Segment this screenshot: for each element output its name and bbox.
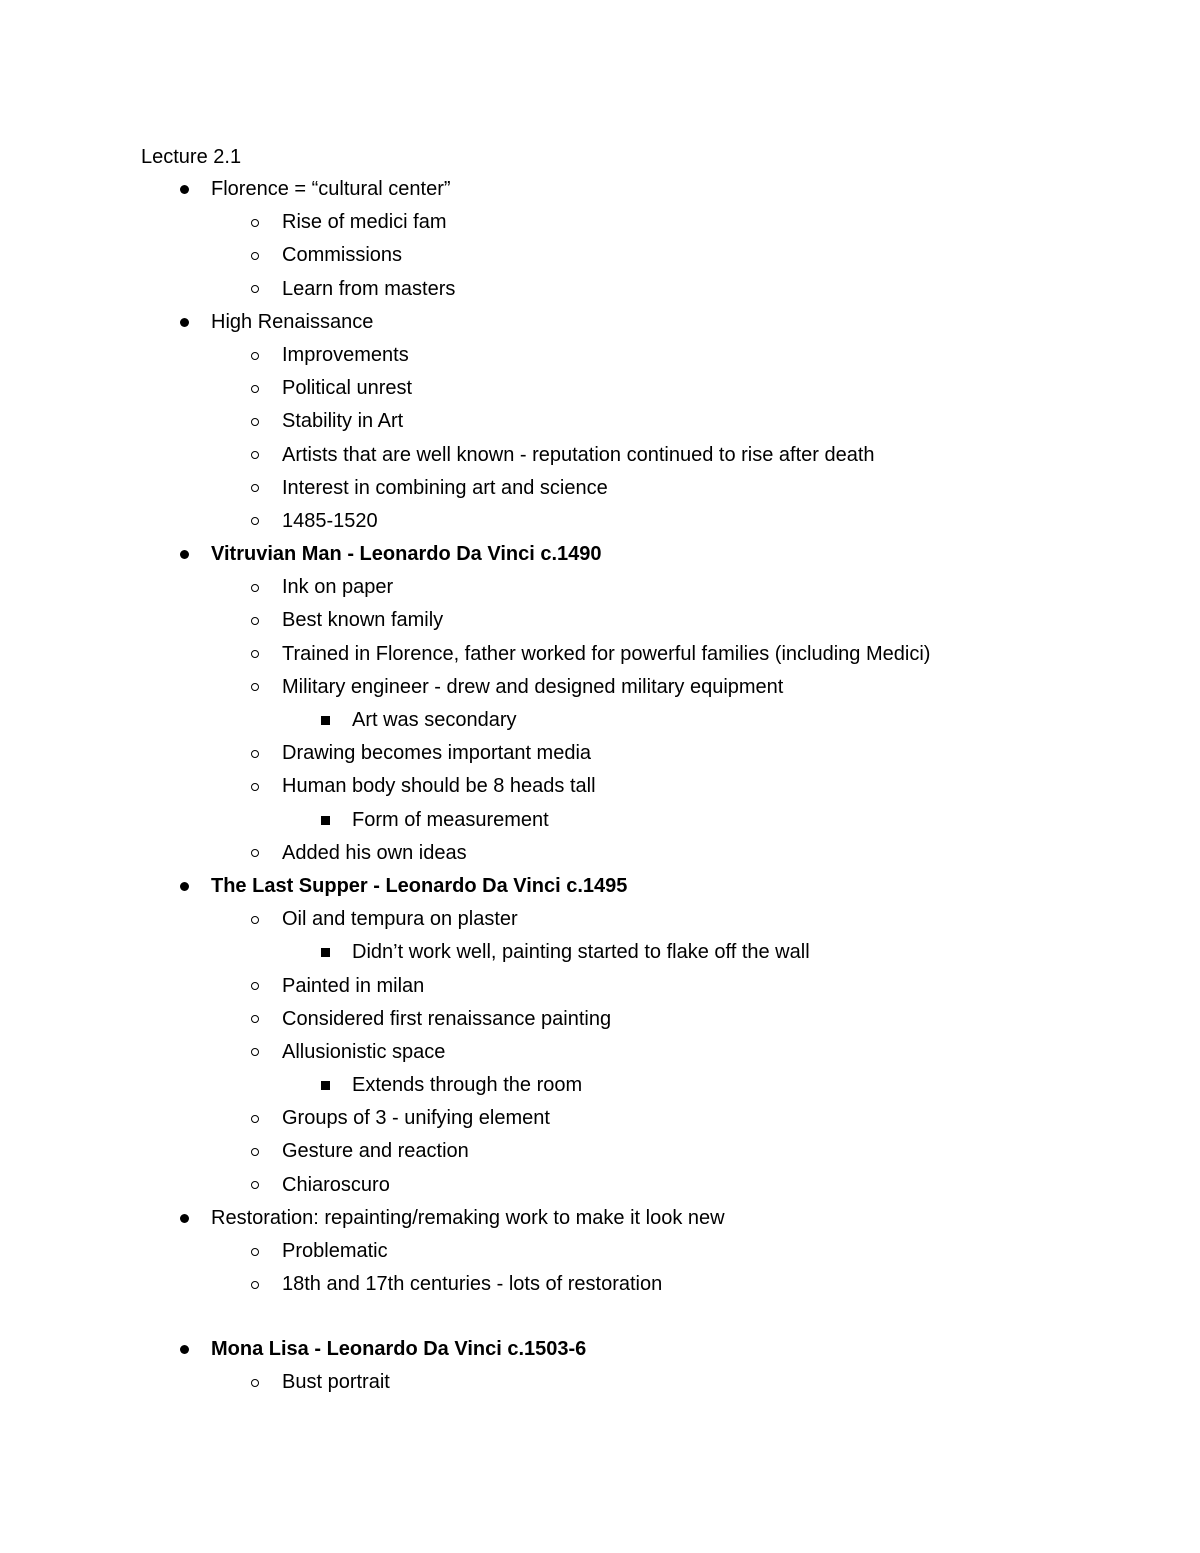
list-item (0, 638, 1200, 671)
bullet-circle-icon (245, 1366, 265, 1399)
list-item (0, 273, 1200, 306)
list-item (0, 173, 1200, 206)
list-item-text: Improvements (282, 343, 409, 366)
list-item (0, 837, 1200, 870)
list-item (0, 804, 1200, 837)
list-item-text: Commissions (282, 244, 403, 267)
list-item-text: Drawing becomes important media (282, 742, 592, 765)
list-item (0, 505, 1200, 538)
list-item-text: Bust portrait (282, 1371, 390, 1394)
list-item-text: Didn’t work well, painting started to flake off the wall (352, 941, 810, 964)
list-item-text: Considered first renaissance painting (282, 1007, 612, 1030)
list-item (0, 439, 1200, 472)
list-item-text: Best known family (282, 609, 444, 632)
bullet-square-icon (315, 804, 335, 837)
bullet-circle-icon (245, 206, 265, 239)
list-item (0, 206, 1200, 239)
bullet-square-icon (315, 704, 335, 737)
list-item-text: Ink on paper (282, 576, 394, 599)
bullet-disc-icon (174, 173, 194, 206)
bullet-disc-icon (174, 1333, 194, 1366)
list-item-text: Trained in Florence, father worked for powerful families (including Medici) (282, 642, 931, 665)
bullet-circle-icon (245, 837, 265, 870)
bullet-circle-icon (245, 1135, 265, 1168)
list-item-text: Form of measurement (352, 808, 549, 831)
list-item (0, 239, 1200, 272)
list-item (0, 671, 1200, 704)
list-item (0, 1036, 1200, 1069)
bullet-circle-icon (245, 604, 265, 637)
list-item-text: Human body should be 8 heads tall (282, 775, 596, 798)
list-item (0, 339, 1200, 372)
bullet-circle-icon (245, 405, 265, 438)
bullet-circle-icon (245, 737, 265, 770)
list-item (0, 1069, 1200, 1102)
bullet-circle-icon (245, 903, 265, 936)
list-item-text: Mona Lisa - Leonardo Da Vinci c.1503-6 (211, 1338, 587, 1361)
list-item (0, 1235, 1200, 1268)
bullet-circle-icon (245, 770, 265, 803)
bullet-circle-icon (245, 571, 265, 604)
bullet-circle-icon (245, 439, 265, 472)
list-item (0, 1169, 1200, 1202)
list-item-text: Groups of 3 - unifying element (282, 1107, 550, 1130)
bullet-circle-icon (245, 638, 265, 671)
list-item (0, 571, 1200, 604)
list-item (0, 1135, 1200, 1168)
list-item-text: Military engineer - drew and designed military equipment (282, 675, 784, 698)
list-item (0, 472, 1200, 505)
list-item (0, 405, 1200, 438)
list-item-text: Artists that are well known - reputation continued to rise after death (282, 443, 875, 466)
list-item (0, 1301, 1200, 1366)
bullet-disc-icon (174, 306, 194, 339)
list-item-text: 18th and 17th centuries - lots of restoration (282, 1273, 663, 1296)
bullet-disc-icon (174, 538, 194, 571)
bullet-circle-icon (245, 239, 265, 272)
list-item (0, 306, 1200, 339)
list-item-text: Stability in Art (282, 410, 404, 433)
bullet-circle-icon (245, 472, 265, 505)
list-item (0, 1003, 1200, 1036)
bullet-circle-icon (245, 1268, 265, 1301)
list-item (0, 970, 1200, 1003)
list-item (0, 604, 1200, 637)
bullet-circle-icon (245, 970, 265, 1003)
list-item-text: Painted in milan (282, 974, 425, 997)
bullet-circle-icon (245, 372, 265, 405)
list-item-text: Interest in combining art and science (282, 476, 608, 499)
list-item (0, 870, 1200, 903)
list-item-text: Gesture and reaction (282, 1140, 469, 1163)
list-item-text: 1485-1520 (282, 509, 378, 532)
bullet-circle-icon (245, 1235, 265, 1268)
list-item-text: Political unrest (282, 377, 413, 400)
bullet-circle-icon (245, 1169, 265, 1202)
bullet-square-icon (315, 936, 335, 969)
list-item (0, 1202, 1200, 1235)
list-item-text: Problematic (282, 1240, 388, 1262)
list-item-text: Allusionistic space (282, 1040, 446, 1063)
list-item (0, 1268, 1200, 1301)
list-item (0, 770, 1200, 803)
bullet-circle-icon (245, 671, 265, 704)
list-item-text: High Renaissance (211, 310, 374, 333)
list-item (0, 1366, 1200, 1399)
bullet-circle-icon (245, 273, 265, 306)
list-item-text: Extends through the room (352, 1074, 583, 1097)
list-item-text: Added his own ideas (282, 841, 467, 864)
list-item-text: Florence = “cultural center” (211, 178, 451, 200)
list-item-text: The Last Supper - Leonardo Da Vinci c.1495 (211, 874, 628, 897)
list-item-text: Learn from masters (282, 277, 456, 300)
list-item-text: Oil and tempura on plaster (282, 908, 518, 931)
list-item-text: Art was secondary (352, 709, 517, 731)
bullet-circle-icon (245, 339, 265, 372)
list-item-text: Restoration: repainting/remaking work to make it look new (211, 1206, 725, 1229)
bullet-circle-icon (245, 505, 265, 538)
list-item (0, 538, 1200, 571)
list-item-text: Rise of medici fam (282, 211, 447, 234)
bullet-circle-icon (245, 1003, 265, 1036)
bullet-circle-icon (245, 1036, 265, 1069)
list-item (0, 372, 1200, 405)
list-item (0, 1102, 1200, 1135)
list-item (0, 936, 1200, 969)
notes-list (0, 173, 1200, 1400)
list-item (0, 704, 1200, 737)
bullet-circle-icon (245, 1102, 265, 1135)
list-item (0, 903, 1200, 936)
bullet-disc-icon (174, 1202, 194, 1235)
bullet-square-icon (315, 1069, 335, 1102)
list-item-text: Chiaroscuro (282, 1173, 390, 1196)
bullet-disc-icon (174, 870, 194, 903)
list-item (0, 737, 1200, 770)
list-item-text: Vitruvian Man - Leonardo Da Vinci c.1490 (211, 543, 602, 566)
document-title: Lecture 2.1 (141, 146, 242, 168)
